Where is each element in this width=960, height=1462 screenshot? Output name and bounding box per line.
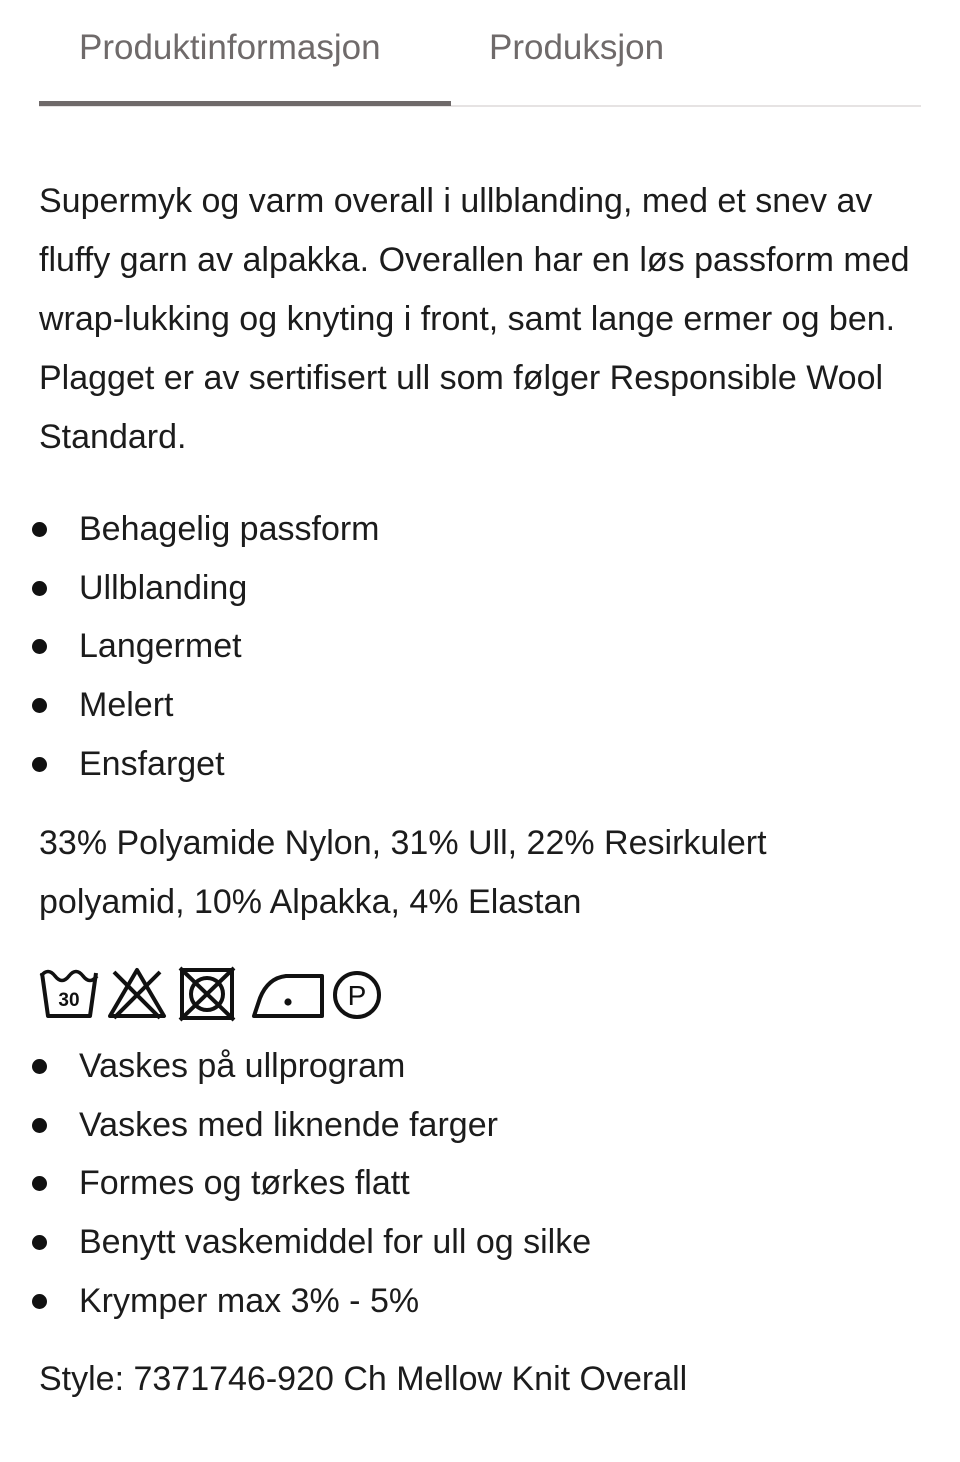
list-item-text: Krymper max 3% - 5% (79, 1281, 420, 1320)
list-item-text: Melert (79, 686, 174, 725)
list-item (0, 617, 920, 676)
bullet-icon (32, 698, 47, 713)
bullet-icon (32, 581, 47, 596)
list-item (0, 559, 920, 618)
list-item (0, 735, 920, 794)
bullet-icon (32, 757, 47, 772)
product-tabs (39, 0, 921, 108)
low-iron-icon (250, 964, 326, 1024)
bullet-icon (32, 1059, 47, 1074)
list-item-text: Formes og tørkes flatt (79, 1164, 410, 1203)
bullet-icon (32, 1118, 47, 1133)
material-composition: 33% Polyamide Nylon, 31% Ull, 22% Resirkulert polyamid, 10% Alpakka, 4% Elastan (39, 824, 767, 921)
care-symbols (38, 964, 398, 1024)
style-number: Style: 7371746-920 Ch Mellow Knit Overall (39, 1360, 688, 1398)
no-tumble-dry-icon (176, 964, 238, 1024)
dry-clean-p-icon (330, 964, 384, 1024)
tab-produktinformasjon[interactable] (39, 0, 451, 106)
list-item-text: Ensfarget (79, 744, 225, 783)
list-item-text: Benytt vaskemiddel for ull og silke (79, 1223, 592, 1262)
dry-clean-letter: P (347, 980, 367, 1011)
active-tab-indicator (39, 101, 451, 106)
list-item (0, 1272, 920, 1331)
care-instruction-list (0, 1037, 920, 1330)
bullet-icon (32, 1235, 47, 1250)
list-item-text: Vaskes med liknende farger (79, 1105, 498, 1144)
tab-produksjon[interactable] (451, 0, 751, 106)
product-description: Supermyk og varm overall i ullblanding, med et snev av fluffy garn av alpakka. Overallen har en løs passform med wrap-lukking og knyting i front, samt lange ermer og ben. Plagget er av sertifisert ull som følger Responsible Wool Standard. (39, 182, 910, 456)
no-bleach-icon (106, 964, 168, 1024)
wash-30-icon (38, 964, 100, 1024)
list-item (0, 1096, 920, 1155)
list-item-text: Langermet (79, 627, 242, 666)
list-item (0, 1037, 920, 1096)
bullet-icon (32, 639, 47, 654)
bullet-icon (32, 1294, 47, 1309)
list-item (0, 676, 920, 735)
tab-label: Produksjon (489, 28, 665, 67)
tab-label: Produktinformasjon (79, 28, 381, 67)
wash-temperature: 30 (58, 990, 80, 1011)
bullet-icon (32, 1176, 47, 1191)
feature-list (0, 500, 920, 793)
list-item-text: Vaskes på ullprogram (79, 1047, 406, 1085)
list-item (0, 1154, 920, 1213)
list-item (0, 500, 920, 559)
bullet-icon (32, 522, 47, 537)
list-item (0, 1213, 920, 1272)
list-item-text: Behagelig passform (79, 510, 380, 548)
list-item-text: Ullblanding (79, 568, 248, 607)
